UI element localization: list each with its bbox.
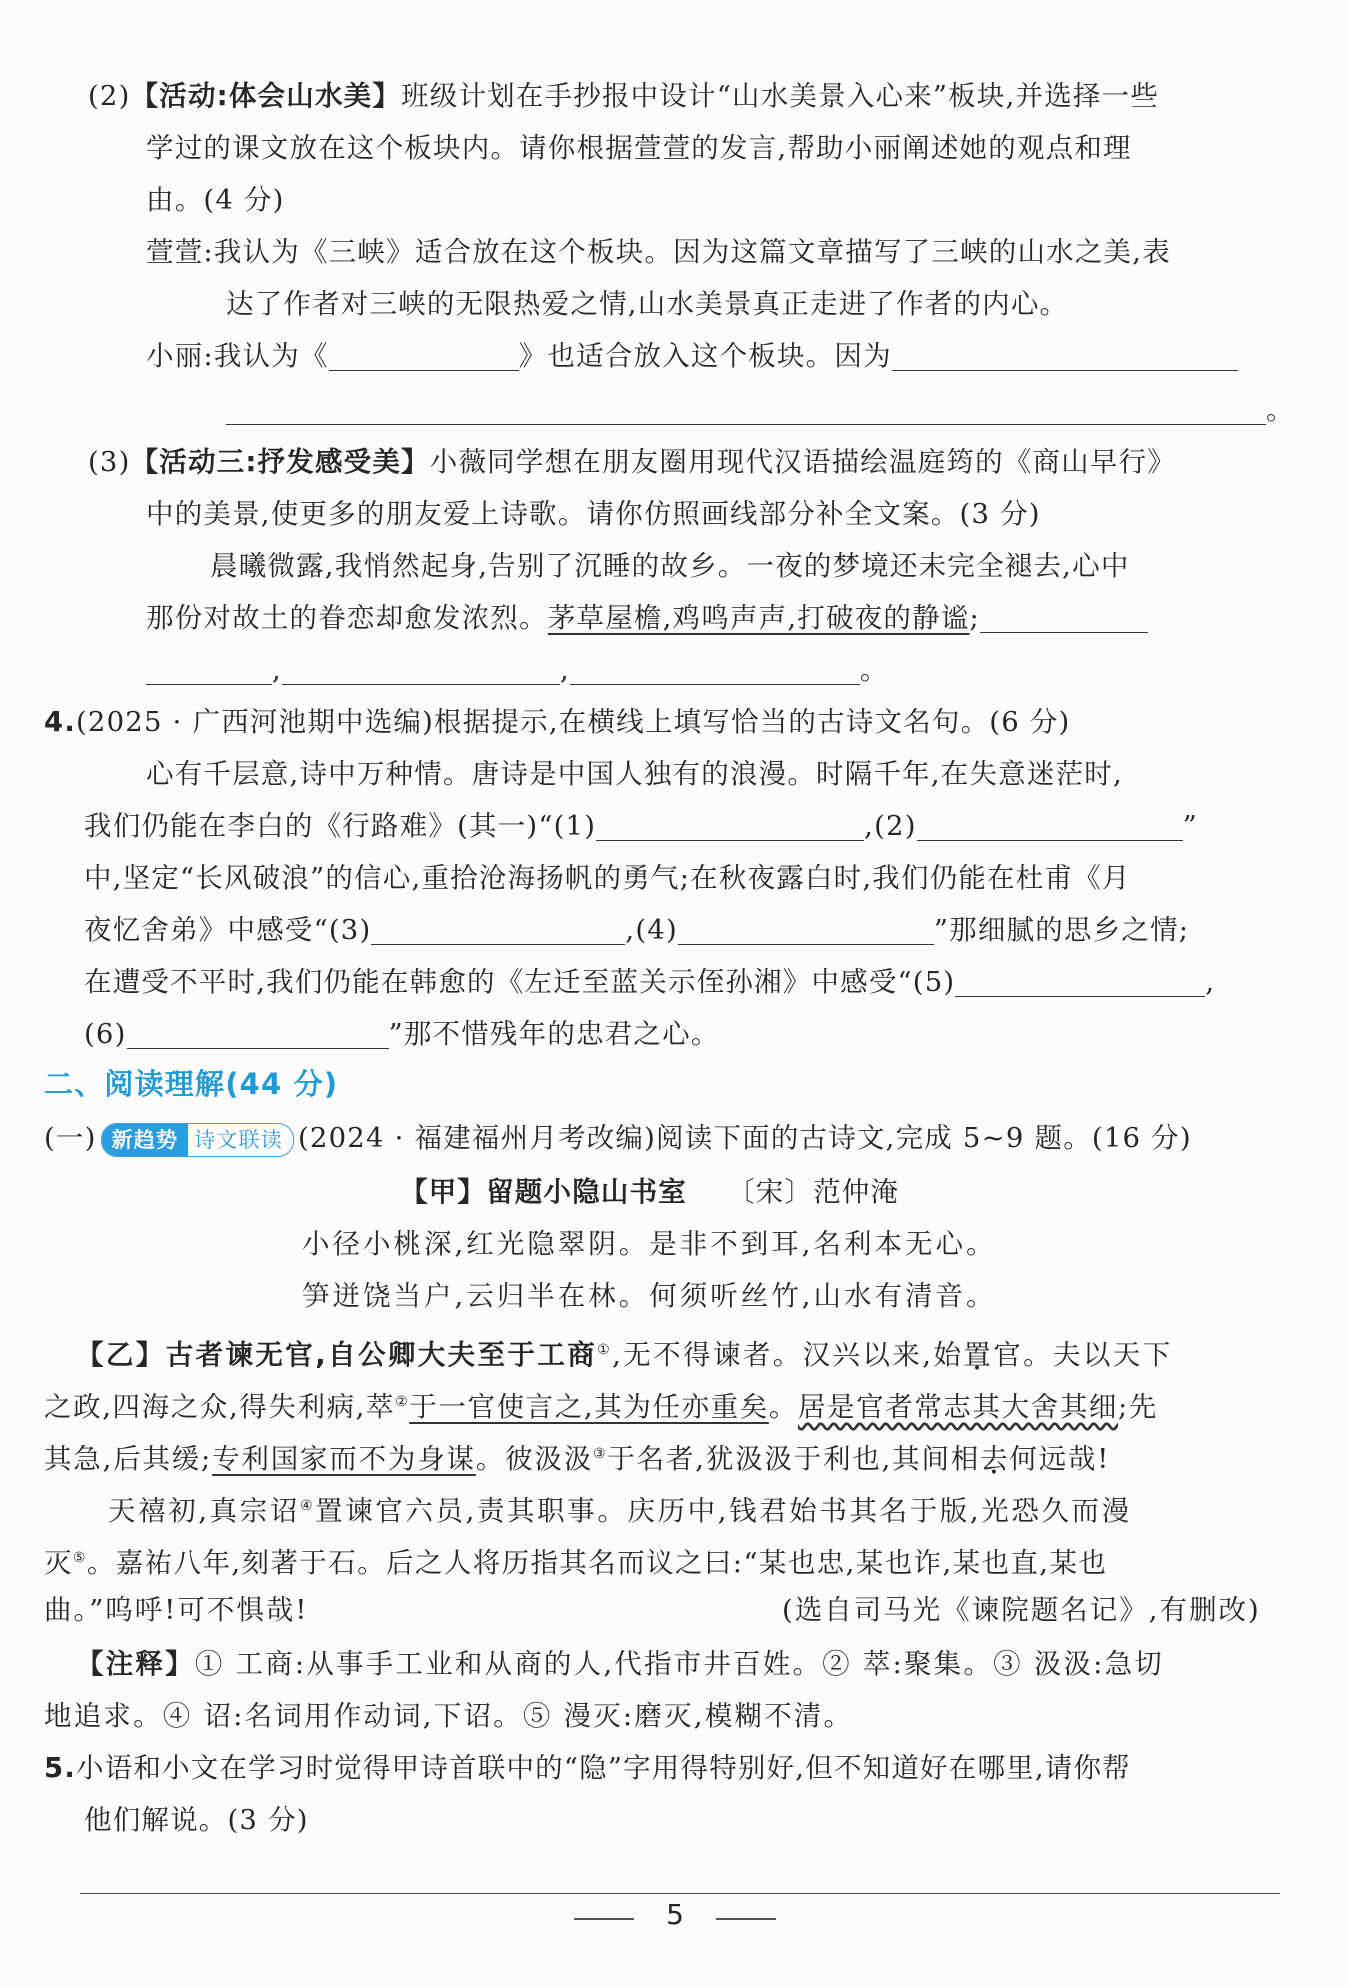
prose-l1-c: 官。夫以天下: [993, 1339, 1173, 1372]
page-dash-right: [716, 1918, 776, 1920]
prose-l1-a: 【乙】古者谏无官,自公卿大夫至于工商: [76, 1339, 598, 1372]
prose-line2: [44, 1382, 1158, 1427]
q4-l6-label: (6): [84, 1018, 127, 1050]
note-ref-5: ⑤: [72, 1550, 87, 1566]
prose-l2-b: 。: [768, 1391, 798, 1424]
xiaoli-line2: [226, 390, 1295, 430]
q4-l5-text: 在遭受不平时,我们仍能在韩愈的《左迁至蓝关示侄孙湘》中感受“(5): [84, 966, 956, 998]
section-title: 二、阅读理解(44 分): [44, 1067, 339, 1101]
prose-line1: [76, 1330, 1173, 1375]
prose-l5-b: 。嘉祐八年,刻著于石。后之人将历指其名而议之曰:“某也忠,某也诈,某也直,某也: [86, 1547, 1108, 1580]
blank-copy-2[interactable]: [146, 654, 272, 685]
page-number: 5: [666, 1898, 684, 1931]
xuanxuan-line2: 达了作者对三峡的无限热爱之情,山水美景真正走进了作者的内心。: [226, 288, 1069, 320]
period: 。: [859, 654, 889, 686]
q4-l4-c: ”那细腻的思乡之情;: [933, 914, 1190, 946]
prose-l4-b: 置谏官六员,责其职事。庆历中,钱君始书其名于版,光恐久而漫: [315, 1495, 1132, 1528]
q4-source: (2025 · 广西河池期中选编)根据提示,在横线上填写恰当的古诗文名句。(6 分): [75, 706, 1071, 738]
q4-l5-b: ,: [1205, 966, 1216, 998]
prose-l4-a: 天禧初,真宗诏: [108, 1495, 300, 1528]
footer-divider: [80, 1893, 1280, 1894]
blank-poem-3[interactable]: [371, 914, 625, 945]
q3-2-line3: 由。(4 分): [146, 184, 285, 216]
blank-poem-6[interactable]: [127, 1018, 389, 1049]
q5-line1: [44, 1748, 1131, 1788]
xiaoli-text-a: 小丽:我认为《: [146, 340, 329, 372]
q4-line2: [84, 806, 1198, 846]
prose-line5: [44, 1538, 1107, 1583]
q4-header: [44, 702, 1071, 742]
part1-source: (2024 · 福建福州月考改编)阅读下面的古诗文,完成 5~9 题。(16 分): [297, 1122, 1192, 1154]
dotted-char-qu: 去: [980, 1443, 1010, 1476]
q4-l6-text: ”那不惜残年的忠君之心。: [388, 1018, 720, 1050]
wavy-sentence: 居是官者常志其大舍其细: [797, 1391, 1119, 1424]
q3-3-text: 小薇同学想在朋友圈用现代汉语描绘温庭筠的《商山早行》: [429, 446, 1176, 478]
xiaoli-line: [146, 336, 1238, 376]
note-ref-3: ③: [593, 1446, 608, 1462]
badge-poem-prose: 诗文联读: [194, 1127, 283, 1152]
q4-l2-text: 我们仍能在李白的《行路难》(其一)“(1): [84, 810, 597, 842]
q3-3-para2: [146, 598, 1148, 638]
q3-2-text: 班级计划在手抄报中设计“山水美景入心来”板块,并选择一些: [401, 80, 1160, 112]
underlined-model-sentence: 茅草屋檐,鸡鸣声声,打破夜的静谧: [547, 602, 970, 634]
q4-line5: [84, 962, 1215, 1002]
note-ref-1: ①: [597, 1342, 613, 1358]
blank-copy-1[interactable]: [980, 602, 1148, 633]
notes-label: 【注释】: [76, 1648, 195, 1680]
badge-new-trend: 新趋势: [102, 1124, 189, 1156]
poem-line2: 笋迸饶当户,云归半在林。何须听丝竹,山水有清音。: [302, 1280, 997, 1312]
q5-number: 5.: [44, 1752, 76, 1784]
prose-l5-a: 灭: [44, 1547, 73, 1580]
q5-line2: 他们解说。(3 分): [84, 1804, 309, 1836]
comma-2: ,: [559, 654, 570, 686]
trend-badge: [101, 1123, 294, 1157]
q3-2-line1: [88, 76, 1159, 116]
q4-number: 4.: [44, 706, 76, 738]
notes-line1: [76, 1644, 1164, 1684]
prose-l2-c: ;先: [1118, 1391, 1159, 1424]
prose-l6-a: 曲。”呜呼!可不惧哉!: [44, 1594, 309, 1626]
prose-l3-c: 于名者,犹汲汲于利也,其间相: [607, 1443, 981, 1476]
q4-line1: 心有千层意,诗中万种情。唐诗是中国人独有的浪漫。时隔千年,在失意迷茫时,: [146, 758, 1123, 790]
prose-line4: [108, 1486, 1132, 1531]
part1-label: (一): [44, 1122, 97, 1154]
prose-l3-b: 。彼汲汲: [475, 1443, 594, 1476]
prose-l2-a: 之政,四海之众,得失利病,萃: [44, 1391, 396, 1424]
q4-l2-b: ,(2): [864, 810, 917, 842]
q5-l1: 小语和小文在学习时觉得甲诗首联中的“隐”字用得特别好,但不知道好在哪里,请你帮: [75, 1752, 1131, 1784]
q3-2-activity: 【活动:体会山水美】: [130, 80, 402, 112]
blank-poem-2[interactable]: [917, 810, 1183, 841]
q3-2-label: (2): [88, 80, 131, 112]
underlined-sentence-1: 于一官使言之,其为任亦重矣: [409, 1391, 769, 1424]
blank-poem-5[interactable]: [955, 966, 1205, 997]
q3-2-line2: 学过的课文放在这个板块内。请你根据萱萱的发言,帮助小丽阐述她的观点和理: [146, 132, 1132, 164]
q3-3-line1: [88, 442, 1176, 482]
poem-title-line: [400, 1172, 899, 1212]
q4-l2-c: ”: [1182, 810, 1198, 842]
poem-title: 【甲】留题小隐山书室: [400, 1176, 687, 1208]
end-mark: 。: [1266, 394, 1295, 426]
q3-3-label: (3): [88, 446, 131, 478]
q4-l4-text: 夜忆舍弟》中感受“(3): [84, 914, 372, 946]
q4-line3: 中,坚定“长风破浪”的信心,重拾沧海扬帆的勇气;在秋夜露白时,我们仍能在杜甫《月: [84, 862, 1131, 894]
comma-1: ,: [272, 654, 282, 686]
prose-line6: [44, 1590, 308, 1630]
underlined-sentence-2: 专利国家而不为身谋: [212, 1443, 476, 1476]
blank-poem-4[interactable]: [678, 914, 934, 945]
q4-line6: [84, 1014, 720, 1054]
q4-l4-b: ,(4): [625, 914, 678, 946]
poem-author: 〔宋〕范仲淹: [727, 1176, 900, 1208]
xuanxuan-line1: 萱萱:我认为《三峡》适合放在这个板块。因为这篇文章描写了三峡的山水之美,表: [146, 236, 1171, 268]
prose-l3-d: 何远哉!: [1009, 1443, 1111, 1476]
semicolon: ;: [969, 602, 980, 634]
part1-header: [44, 1118, 1192, 1158]
prose-line3: [44, 1434, 1110, 1479]
prose-l1-b: ,无不得谏者。汉兴以来,始: [612, 1339, 964, 1372]
dotted-char-zhi: 置: [963, 1339, 994, 1372]
note-ref-2: ②: [395, 1394, 410, 1410]
q3-3-line2: 中的美景,使更多的朋友爱上诗歌。请你仿照画线部分补全文案。(3 分): [146, 498, 1041, 530]
blank-copy-4[interactable]: [570, 654, 860, 685]
para2-text: 那份对故土的眷恋却愈发浓烈。: [146, 602, 548, 634]
xiaoli-text-b: 》也适合放入这个板块。因为: [518, 340, 892, 372]
note-ref-4: ④: [299, 1498, 316, 1514]
notes-line2: 地追求。④ 诏:名词用作动词,下诏。⑤ 漫灭:磨灭,模糊不清。: [44, 1700, 854, 1732]
poem-line1: 小径小桃深,红光隐翠阴。是非不到耳,名利本无心。: [302, 1228, 997, 1260]
q3-3-para1: 晨曦微露,我悄然起身,告别了沉睡的故乡。一夜的梦境还未完全褪去,心中: [210, 550, 1130, 582]
page-dash-left: [574, 1918, 634, 1920]
prose-source: (选自司马光《谏院题名记》,有删改): [782, 1594, 1261, 1626]
blank-copy-3[interactable]: [282, 654, 560, 685]
q3-3-activity: 【活动三:抒发感受美】: [130, 446, 430, 478]
prose-l3-a: 其急,后其缓;: [44, 1443, 213, 1476]
q3-3-para3: [146, 650, 889, 690]
notes-l1: ① 工商:从事手工业和从商的人,代指市井百姓。② 萃:聚集。③ 汲汲:急切: [194, 1648, 1164, 1680]
blank-text-title[interactable]: [329, 340, 519, 371]
blank-poem-1[interactable]: [596, 810, 864, 841]
blank-reason-2[interactable]: [226, 394, 1266, 425]
q4-line4: [84, 910, 1189, 950]
blank-reason-1[interactable]: [892, 340, 1238, 371]
